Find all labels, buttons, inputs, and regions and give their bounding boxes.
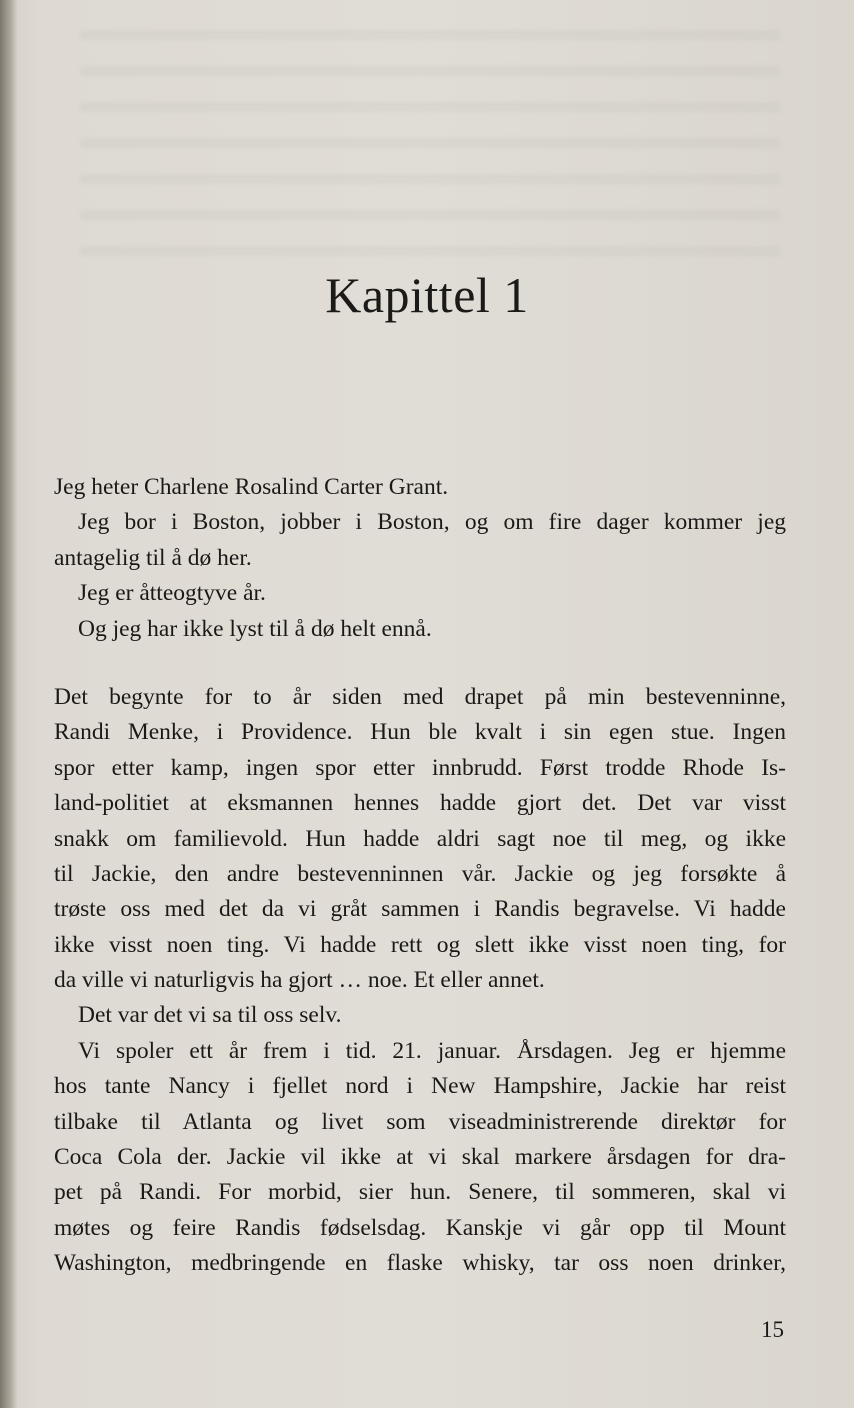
- text-line: trøste oss med det da vi gråt sammen i Randis begravelse. Vi hadde: [54, 896, 786, 923]
- text-line: Randi Menke, i Providence. Hun ble kvalt i sin egen stue. Ingen: [54, 719, 786, 746]
- text-line: til Jackie, den andre bestevenninnen vår. Jackie og jeg forsøkte å: [54, 860, 786, 887]
- spine-shadow: [0, 0, 18, 1408]
- text-line: land-politiet at eksmannen hennes hadde gjort det. Det var visst: [54, 790, 786, 817]
- text-line: tilbake til Atlanta og livet som viseadministrerende direktør for: [54, 1108, 786, 1135]
- text-line: antagelig til å dø her.: [54, 544, 252, 571]
- text-line: ikke visst noen ting. Vi hadde rett og slett ikke visst noen ting, for: [54, 931, 786, 958]
- section-break: [54, 647, 786, 680]
- text-line: da ville vi naturligvis ha gjort … noe. Et eller annet.: [54, 967, 545, 994]
- chapter-title: Kapittel 1: [325, 267, 529, 323]
- text-line: Det var det vi sa til oss selv.: [78, 1002, 342, 1029]
- text-line: Vi spoler ett år frem i tid. 21. januar. Årsdagen. Jeg er hjemme: [78, 1037, 786, 1064]
- body-text: [54, 470, 786, 1282]
- show-through-text: [80, 30, 780, 260]
- text-line: Jeg bor i Boston, jobber i Boston, og om fire dager kommer jeg: [78, 509, 786, 536]
- text-line: hos tante Nancy i fjellet nord i New Hampshire, Jackie har reist: [54, 1073, 786, 1100]
- text-line: Jeg heter Charlene Rosalind Carter Grant.: [54, 474, 449, 500]
- text-line: pet på Randi. For morbid, sier hun. Senere, til sommeren, skal vi: [54, 1179, 786, 1206]
- text-line: Jeg er åtteogtyve år.: [78, 580, 266, 607]
- text-line: spor etter kamp, ingen spor etter innbrudd. Først trodde Rhode Is-: [54, 754, 786, 781]
- text-line: Washington, medbringende en flaske whisky, tar oss noen drinker,: [54, 1250, 786, 1277]
- text-line: Det begynte for to år siden med drapet på min bestevenninne,: [54, 683, 786, 710]
- text-line: Coca Cola der. Jackie vil ikke at vi skal markere årsdagen for dra-: [54, 1144, 786, 1171]
- text-line: møtes og feire Randis fødselsdag. Kanskje vi går opp til Mount: [54, 1214, 786, 1241]
- page-number: 15: [761, 1317, 784, 1342]
- section-opening: [54, 470, 786, 647]
- text-line: Og jeg har ikke lyst til å dø helt ennå.: [78, 615, 432, 642]
- text-line: snakk om familievold. Hun hadde aldri sagt noe til meg, og ikke: [54, 825, 786, 852]
- section-main: [54, 680, 786, 1282]
